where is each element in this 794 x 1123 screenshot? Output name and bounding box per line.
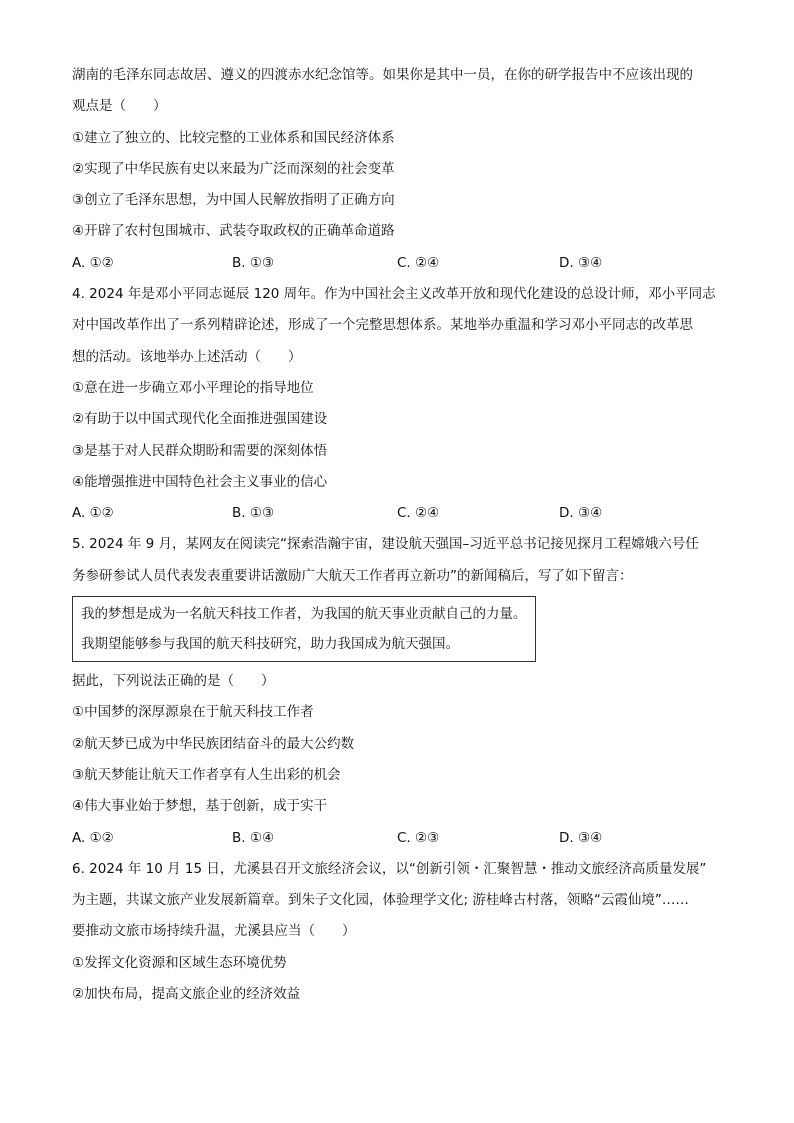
q6-item: ①发挥文化资源和区域生态环境优势 [72, 954, 287, 971]
q4-options [72, 498, 732, 529]
q6-item: ②加快布局，提高文旅企业的经济效益 [72, 986, 301, 1003]
q3-item: ④开辟了农村包围城市、武装夺取政权的正确革命道路 [72, 223, 395, 240]
q5-item: ④伟大事业始于梦想，基于创新，成于实干 [72, 798, 328, 815]
q5-option-b: B. ①④ [232, 829, 275, 846]
q5-box-line: 我的梦想是成为一名航天科技工作者，为我国的航天事业贡献自己的力量。 [81, 606, 527, 623]
q5-question: 据此，下列说法正确的是（ ） [72, 673, 275, 690]
q5-item: ②航天梦已成为中华民族团结奋斗的最大公约数 [72, 735, 355, 752]
q4-item: ①意在进一步确立邓小平理论的指导地位 [72, 379, 314, 396]
q3-options [72, 248, 732, 279]
q3-item: ③创立了毛泽东思想，为中国人民解放指明了正确方向 [72, 192, 395, 209]
q4-option-b: B. ①③ [232, 505, 275, 522]
q5-options [72, 823, 732, 854]
q4-option-d: D. ③④ [559, 505, 603, 522]
q4-stem-line: 想的活动。该地举办上述活动（ ） [72, 348, 302, 365]
q5-option-d: D. ③④ [559, 829, 603, 846]
q3-stem-line: 观点是（ ） [72, 98, 167, 115]
q5-item: ①中国梦的深厚源泉在于航天科技工作者 [72, 704, 314, 721]
q3-stem-line: 湖南的毛泽东同志故居、遵义的四渡赤水纪念馆等。如果你是其中一员，在你的研学报告中不应该出现的 [72, 67, 693, 83]
q6-stem-line: 6. 2024 年 10 月 15 日，尤溪县召开文旅经济会议，以“创新引领・汇聚智慧・推动文旅经济高质量发展” [72, 860, 707, 877]
q4-item: ③是基于对人民群众期盼和需要的深刻体悟 [72, 442, 328, 459]
q3-option-a: A. ①② [72, 254, 114, 271]
q4-item: ④能增强推进中国特色社会主义事业的信心 [72, 473, 328, 490]
q4-option-a: A. ①② [72, 505, 114, 522]
q5-stem-line: 务参研参试人员代表发表重要讲话激励广大航天工作者再立新功”的新闻稿后，写了如下留言： [72, 567, 633, 584]
q5-message-box [72, 596, 536, 662]
q5-stem-line: 5. 2024 年 9 月，某网友在阅读完“探索浩瀚宇宙，建设航天强国–习近平总书记接见探月工程嫦娥六号任 [72, 536, 699, 553]
q3-option-b: B. ①③ [232, 254, 275, 271]
q6-stem-line: 为主题，共谋文旅产业发展新篇章。到朱子文化园，体验理学文化; 游桂峰古村落，领略“云霞仙境”…… [72, 892, 689, 909]
q4-item: ②有助于以中国式现代化全面推进强国建设 [72, 411, 328, 428]
q3-option-c: C. ②④ [397, 254, 440, 271]
q5-option-a: A. ①② [72, 829, 114, 846]
q6-stem-line: 要推动文旅市场持续升温，尤溪县应当（ ） [72, 923, 356, 940]
q4-option-c: C. ②④ [397, 505, 440, 522]
q5-item: ③航天梦能让航天工作者享有人生出彩的机会 [72, 766, 341, 783]
exam-page [72, 60, 732, 1010]
q3-item: ①建立了独立的、比较完整的工业体系和国民经济体系 [72, 129, 395, 146]
q3-option-d: D. ③④ [559, 254, 603, 271]
q3-item: ②实现了中华民族有史以来最为广泛而深刻的社会变革 [72, 160, 395, 177]
q5-option-c: C. ②③ [397, 829, 440, 846]
q5-box-line: 我期望能够参与我国的航天科技研究，助力我国成为航天强国。 [81, 636, 459, 653]
q4-stem-line: 对中国改革作出了一系列精辟论述，形成了一个完整思想体系。某地举办重温和学习邓小平同志的改革思 [72, 317, 693, 334]
q4-stem-line: 4. 2024 年是邓小平同志诞辰 120 周年。作为中国社会主义改革开放和现代化建设的总设计师，邓小平同志 [72, 286, 716, 303]
